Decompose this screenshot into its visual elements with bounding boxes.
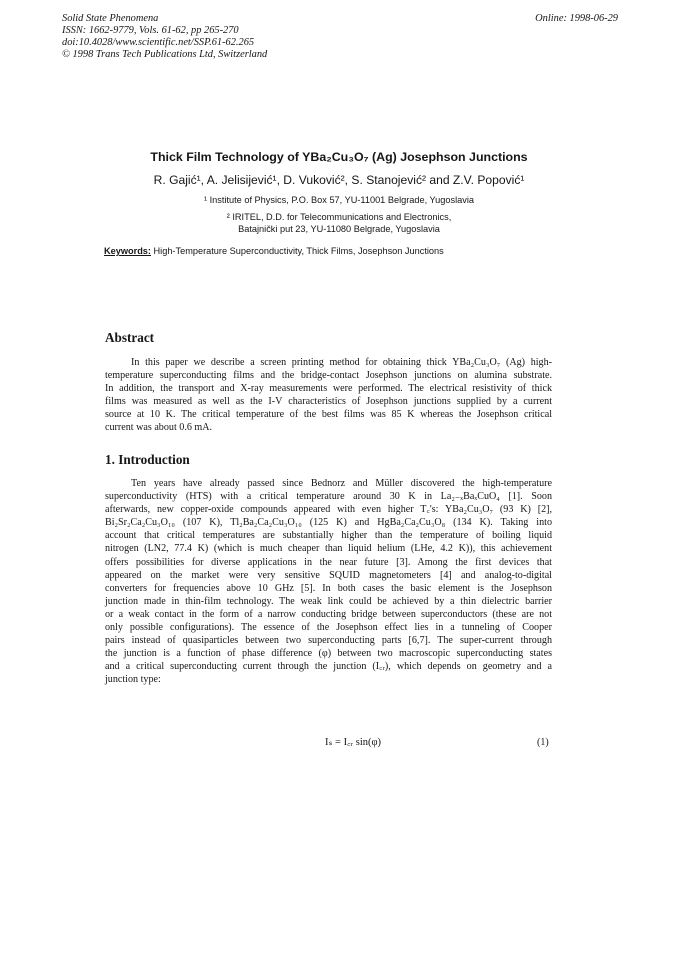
intro-line: appeared on the market were very sensitive SQUID magnetometers [4] and analog-to-digital [105,569,552,581]
equation-1: Iₛ = I꜀ᵣ sin(φ) [325,737,382,748]
affiliation-1: ¹ Institute of Physics, P.O. Box 57, YU-11001 Belgrade, Yugoslavia [204,195,474,205]
intro-line: Bi₂Sr₂Ca₂Cu₃O₁₀ (107 K), Tl₂Ba₂Ca₂Cu₃O₁₀ (125 K) and HgBa₂Ca₂Cu₃O₈ (134 K). Taking into [105,517,552,529]
equation-number: (1) [537,737,549,748]
affiliation-2-line-2: Batajnički put 23, YU-11080 Belgrade, Yugoslavia [238,224,440,234]
abstract-line: In this paper we describe a screen printing method for obtaining thick YBa₂Cu₃O₇ (Ag) high- [131,357,552,368]
intro-line: afterwards, new copper-oxide compounds appeared with even higher T꜀'s: YBa₂Cu₃O₇ (93 K) [2], [105,504,552,516]
abstract-text [105,356,552,435]
keywords [104,246,444,256]
doi-line[interactable]: doi:10.4028/www.scientific.net/SSP.61-62.265 [62,37,255,48]
abstract-line: source at 10 K. The critical temperature of the best films was 85 K whereas the Josephson critical [105,409,552,421]
abstract-line: films was measured as well as the I-V characteristics of Josephson junctions supplied by a current [105,396,552,408]
abstract-heading: Abstract [105,330,155,345]
intro-line: junction made in thin-film technology. The weak link could be achieved by a thin dielectric barrier [105,595,552,607]
introduction-text [105,477,552,687]
abstract-line: temperature superconducting films and the bridge-contact Josephson junctions on alumina substrate. [105,370,552,382]
intro-line: the junction is a function of phase difference (φ) between two macroscopic superconducting states [105,648,552,660]
intro-line: junction type: [105,674,161,686]
affiliation-2 [0,211,678,235]
affiliation-2-line-1: ² IRITEL, D.D. for Telecommunications and Electronics, [226,212,452,222]
intro-line: only possible configurations). The essence of the Josephson effect lies in a tunneling of Cooper [105,622,552,634]
abstract-line: In addition, the transport and X-ray measurements were performed. The electrical resistivity of thick [105,383,552,395]
journal-header [62,13,618,61]
intro-line: nitrogen (LN2, 77.4 K) (which is much cheaper than liquid helium (LHe, 4.2 K)), this achievement [105,543,552,555]
abstract-line: current was about 0.6 mA. [105,422,213,434]
author-list: R. Gajić¹, A. Jelisijević¹, D. Vuković², S. Stanojević² and Z.V. Popović¹ [153,173,525,187]
journal-name: Solid State Phenomena [62,13,159,24]
intro-line: Ten years have already passed since Bednorz and Müller discovered the high-temperature [131,478,552,489]
keywords-label: Keywords: [104,246,151,256]
intro-line: or a weak contact in the form of a narrow conducting bridge between superconductors (these are not [105,608,552,620]
keywords-text: High-Temperature Superconductivity, Thick Films, Josephson Junctions [150,246,444,256]
copyright-line: © 1998 Trans Tech Publications Ltd, Switzerland [62,49,268,60]
online-date: Online: 1998-06-29 [535,13,618,24]
issn-line: ISSN: 1662-9779, Vols. 61-62, pp 265-270 [62,25,239,36]
intro-line: offers possibilities for diverse applications in the near future [3]. Among the first devices that [105,556,552,568]
intro-line: converters for frequencies above 10 GHz [5]. In both cases the basic element is the Josephson [105,582,552,594]
intro-line: and a critical superconducting current through the junction (I꜀ᵣ), which depends on geometry and a [105,661,552,673]
intro-line: account that critical temperatures are substantially higher than the temperature of boiling liquid [105,530,552,542]
intro-line: superconductivity (HTS) with a critical temperature around 30 K in La₂₋ₓBaₓCuO₄ [1]. Soon [105,491,552,503]
introduction-heading: 1. Introduction [105,452,190,467]
paper-title: Thick Film Technology of YBa₂Cu₃O₇ (Ag) Josephson Junctions [150,150,528,164]
intro-line: pairs instead of quasiparticles between two superconducting parts [6,7]. The super-current through [105,635,552,647]
